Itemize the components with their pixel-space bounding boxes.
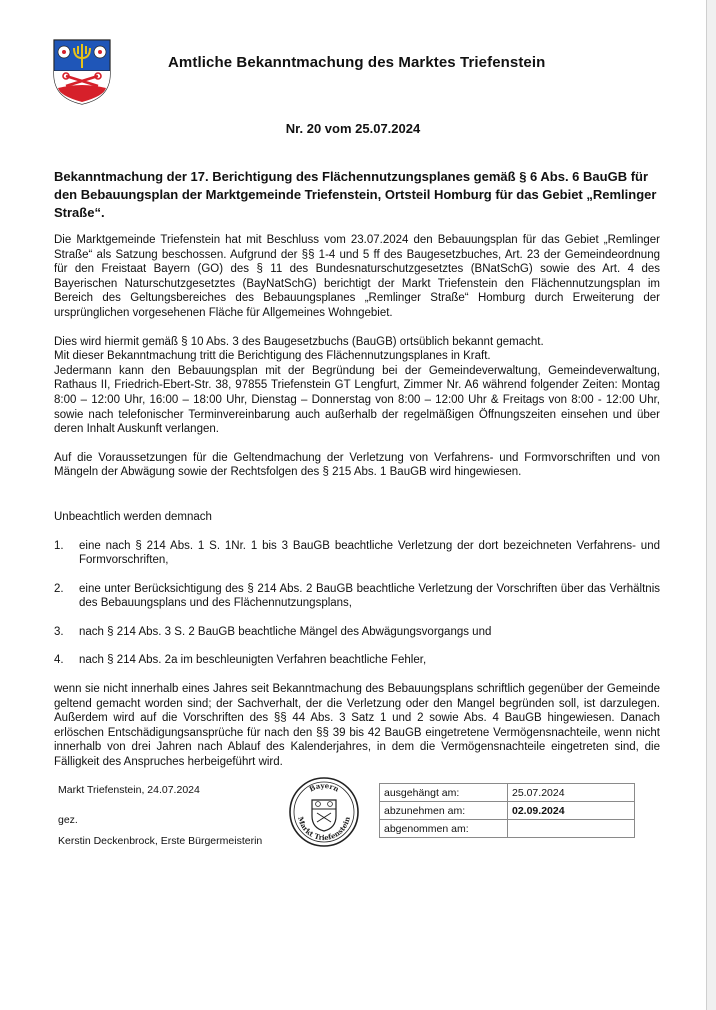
- posting-value: 25.07.2024: [508, 784, 635, 802]
- paragraph-legal-notice: Auf die Voraussetzungen für die Geltendmachung der Verletzung von Verfahrens- und Formvorschriften und von Mängeln der Abwägung sowie der Rechtsfolgen des § 215 Abs. 1 BauGB wird hingewiesen.: [54, 451, 660, 479]
- list-item-text: nach § 214 Abs. 2a im beschleunigten Verfahren beachtliche Fehler,: [79, 654, 427, 667]
- list-item-text: eine nach § 214 Abs. 1 S. 1Nr. 1 bis 3 BauGB beachtliche Verletzung der dort bezeichneten Verfahrens- und Formvorschriften,: [79, 539, 660, 567]
- paragraph-in-force: Mit dieser Bekanntmachung tritt die Berichtigung des Flächennutzungsplanes in Kraft.: [54, 350, 491, 363]
- list-intro: Unbeachtlich werden demnach: [54, 510, 212, 523]
- violations-list: [54, 539, 660, 669]
- official-seal-icon: [288, 776, 360, 848]
- list-item-number: 1.: [54, 539, 64, 552]
- coat-of-arms-icon: [52, 38, 112, 106]
- header-title: Amtliche Bekanntmachung des Marktes Triefenstein: [168, 54, 546, 71]
- paragraph-consequences: wenn sie nicht innerhalb eines Jahres seit Bekanntmachung des Bebauungsplans schriftlich gegenüber der Gemeinde geltend gemacht worden sind; der Sachverhalt, der die Verletzung oder den Mangel begründen soll, ist darzulegen. Außerdem wird auf die Vorschriften des §§ 44 Abs. 3 Satz 1 und 2 sowie Abs. 4 BauGB hingewiesen. Danach erlöschen Entschädigungsansprüche für nach den §§ 39 bis 42 BauGB eingetretene Vermögensnachteile, wenn nicht innerhalb von drei Jahren nach Ablauf des Kalenderjahres, in dem die Vermögensnachteile eingetreten sind, die Fälligkeit des Anspruches herbeigeführt wird.: [54, 683, 660, 769]
- posting-label: abzunehmen am:: [380, 802, 508, 820]
- table-row: [380, 784, 635, 802]
- list-item-number: 3.: [54, 625, 64, 638]
- paragraph-publication: Dies wird hiermit gemäß § 10 Abs. 3 des Baugesetzbuchs (BauGB) ortsüblich bekannt gemacht.: [54, 335, 544, 348]
- issue-number: Nr. 20 vom 25.07.2024: [285, 121, 421, 136]
- seal-text-bottom: Markt Triefenstein: [296, 815, 352, 843]
- paragraph-resolution: Die Marktgemeinde Triefenstein hat mit Beschluss vom 23.07.2024 den Bebauungsplan für das Gebiet „Remlinger Straße“ als Satzung beschossen. Aufgrund der §§ 1-4 und 5 ff des Baugesetzbuches, Art. 23 der Gemeindeordnung für den Freistaat Bayern (GO) des § 11 des Bundesnaturschutzgesetztes (BNatSchG) sowie des Art. 4 des Bayerischen Naturschutzgesetztes (BayNatSchG) berichtigt der Markt Triefenstein den Flächennutzungsplan im Bereich des Geltungsbereiches des Bebauungsplanes „Remlinger Straße“ Homburg durch Erweiterung der ursprünglichen vorgesehenen Fläche für Allgemeines Wohngebiet.: [54, 234, 660, 319]
- list-item-number: 4.: [54, 654, 64, 667]
- list-item: [54, 653, 660, 668]
- posting-value: 02.09.2024: [508, 802, 635, 820]
- list-item: [54, 625, 660, 640]
- list-item-text: nach § 214 Abs. 3 S. 2 BauGB beachtliche Mängel des Abwägungsvorgangs und: [79, 625, 492, 638]
- seal-text-top: Bayern: [307, 780, 341, 794]
- list-item-text: eine unter Berücksichtigung des § 214 Abs. 2 BauGB beachtliche Verletzung der Vorschriften über das Verhältnis des Bebauungsplans und des Flächennutzungsplans,: [79, 582, 660, 610]
- posting-label: ausgehängt am:: [380, 784, 508, 802]
- list-item: [54, 582, 660, 611]
- signature-place-date: Markt Triefenstein, 24.07.2024: [58, 784, 200, 796]
- table-row: [380, 802, 635, 820]
- table-row: [380, 820, 635, 838]
- paragraph-inspection: Jedermann kann den Bebauungsplan mit der Begründung bei der Gemeindeverwaltung, Gemeindeverwaltung, Rathaus II, Friedrich-Ebert-Str. 38, 97855 Triefenstein GT Lengfurt, Zimmer Nr. A6 während folgender Zeiten: Montag 8:00 – 12:00 Uhr, 16:00 – 18:00 Uhr, Dienstag – Donnerstag von 8:00 – 12:00 Uhr & Freitags von 8:00 - 12:00 Uhr, sowie nach telefonischer Terminvereinbarung auch außerhalb der regelmäßigen Öffnungszeiten einsehen und über deren Inhalt Auskunft verlangen.: [54, 364, 660, 436]
- posting-dates-table: [379, 783, 635, 838]
- signature-gez: gez.: [58, 814, 78, 826]
- announcement-body: [54, 233, 660, 770]
- posting-label: abgenommen am:: [380, 820, 508, 838]
- announcement-subject: Bekanntmachung der 17. Berichtigung des Flächennutzungsplanes gemäß § 6 Abs. 6 BauGB für den Bebauungsplan der Marktgemeinde Triefenstein, Ortsteil Homburg für das Gebiet „Remlinger Straße“.: [54, 169, 657, 220]
- signature-name: Kerstin Deckenbrock, Erste Bürgermeisterin: [58, 835, 263, 847]
- list-item: [54, 539, 660, 568]
- posting-value: [508, 820, 635, 838]
- list-item-number: 2.: [54, 582, 64, 595]
